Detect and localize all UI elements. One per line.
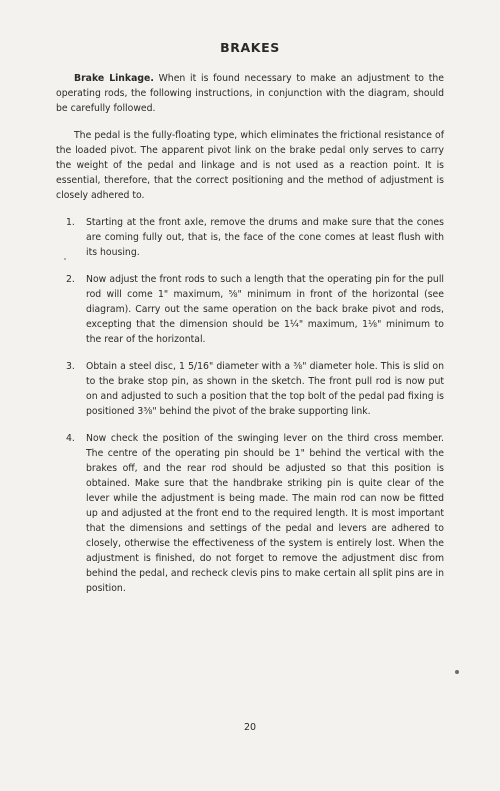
page-number: 20 [243,722,257,733]
intro-paragraph [56,71,444,116]
paper-speck [64,258,66,260]
intro-text: When it is found necessary to make an adjustment to the operating rods, the following instructions, in conjunction with the diagram, should be carefully followed. [56,73,444,114]
step-item [56,215,444,260]
page-heading: BRAKES [220,40,280,55]
step-number: 3. [66,361,75,372]
step-text: Obtain a steel disc, 1 5/16" diameter with a ⅜" diameter hole. This is slid on to the brake stop pin, as shown in the sketch. The front pull rod is now put on and adjusted to such a position that the top bolt of the pedal pad fixing is positioned 3⅜" behind the pivot of the brake supporting link. [86,361,445,417]
step-item [56,431,444,596]
run-in-heading: Brake Linkage. [74,73,154,84]
step-item [56,359,444,419]
step-text: Now adjust the front rods to such a length that the operating pin for the pull rod will come 1" maximum, ⅝" minimum in front of the horizontal (see diagram). Carry out the same operation on the back brake pivot and rods, excepting that the dimension should be 1¼" maximum, 1⅛" minimum to the rear of the horizontal. [86,274,444,345]
adjustment-steps [56,215,444,596]
step-number: 4. [66,433,75,444]
step-number: 2. [66,274,75,285]
step-number: 1. [66,217,75,228]
pedal-paragraph: The pedal is the fully-floating type, which eliminates the frictional resistance of the loaded pivot. The apparent pivot link on the brake pedal only serves to carry the weight of the pedal and linkage and is not used as a reaction point. It is essential, therefore, that the correct positioning and the method of adjustment is closely adhered to. [56,130,444,201]
paper-speck [455,670,459,674]
step-item [56,272,444,347]
document-body [56,71,444,608]
step-text: Starting at the front axle, remove the drums and make sure that the cones are coming fully out, that is, the face of the cone comes at least flush with its housing. [86,217,444,258]
step-text: Now check the position of the swinging lever on the third cross member. The centre of the operating pin should be 1" behind the vertical with the brakes off, and the rear rod should be adjusted so that this position is obtained. Make sure that the handbrake striking pin is quite clear of the lever while the adjustment is being made. The main rod can now be fitted up and adjusted at the front end to the required length. It is most important that the dimensions and settings of the pedal and levers are adhered to closely, otherwise the effectiveness of the system is entirely lost. When the adjustment is finished, do not forget to remove the adjustment disc from behind the pedal, and recheck clevis pins to make certain all split pins are in position. [86,433,444,594]
